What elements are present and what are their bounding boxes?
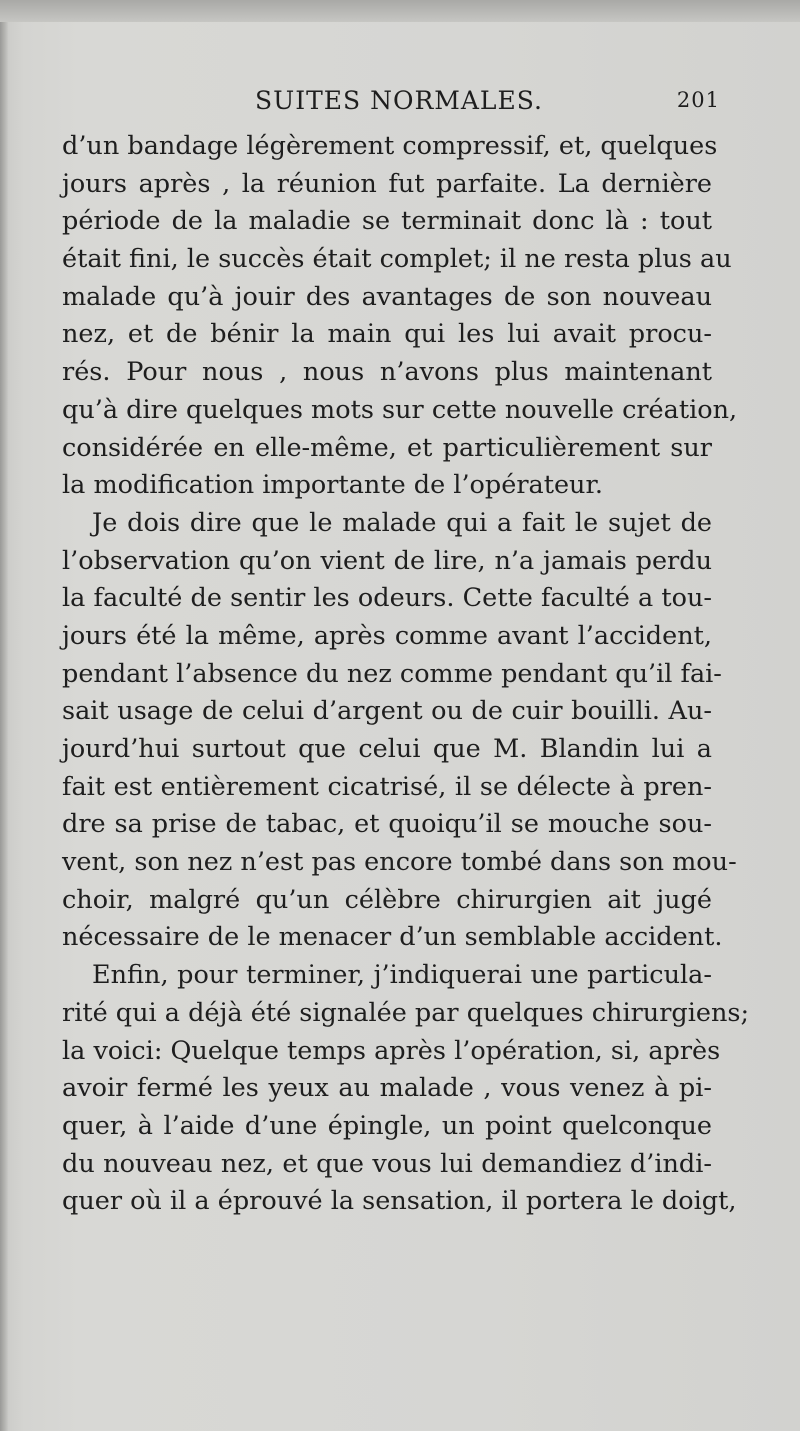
text-line: l’observation qu’on vient de lire, n’a jamais perdu [62,545,712,576]
text-line: pendant l’absence du nez comme pendant qu’il fai- [62,658,722,689]
text-line: jours après , la réunion fut parfaite. La dernière [62,168,712,199]
paragraph-first-line: Enfin, pour terminer, j’indiquerai une particula- [92,960,712,991]
text-line: qu’à dire quelques mots sur cette nouvelle création, [62,394,738,425]
text-line: vent, son nez n’est pas encore tombé dans son mou- [62,847,737,878]
text-line: dre sa prise de tabac, et quoiqu’il se mouche sou- [62,809,712,840]
text-line: rés. Pour nous , nous n’avons plus maintenant [62,357,712,388]
text-line: jours été la même, après comme avant l’accident, [62,620,712,651]
body-text [62,128,750,1221]
page-top-edge [0,0,800,22]
page-number: 201 [676,88,720,112]
text-line: d’un bandage légèrement compressif, et, quelques [62,131,718,161]
text-line: la faculté de sentir les odeurs. Cette faculté a tou- [62,583,712,614]
text-line: choir, malgré qu’un célèbre chirurgien ait jugé [62,884,712,915]
paragraph-end-line: nécessaire de le menacer d’un semblable accident. [62,922,723,953]
text-line: jourd’hui surtout que celui que M. Blandin lui a [62,734,712,764]
paragraph-first-line: Je dois dire que le malade qui a fait le sujet de [92,507,712,538]
text-line: sait usage de celui d’argent ou de cuir bouilli. Au- [62,696,712,727]
text-line: malade qu’à jouir des avantages de son nouveau [62,281,712,312]
page-binding-edge [0,0,9,1431]
text-line: quer, à l’aide d’une épingle, un point quelconque [62,1110,712,1141]
text-line: période de la maladie se terminait donc là : tout [62,206,712,237]
text-line: quer où il a éprouvé la sensation, il portera le doigt, [62,1186,737,1217]
paragraph-end-line: la modification importante de l’opérateur. [62,470,603,501]
text-line: du nouveau nez, et que vous lui demandiez d’indi- [62,1148,712,1179]
text-line: fait est entièrement cicatrisé, il se délecte à pren- [62,771,712,802]
running-head [60,86,720,122]
text-line: considérée en elle-même, et particulièrement sur [62,432,712,463]
text-line: la voici: Quelque temps après l’opération, si, après [62,1035,721,1066]
running-title: SUITES NORMALES. [255,86,543,115]
text-line: nez, et de bénir la main qui les lui avait procu- [62,319,712,350]
text-line: était fini, le succès était complet; il ne resta plus au [62,244,732,275]
text-line: rité qui a déjà été signalée par quelques chirurgiens; [62,997,750,1028]
text-line: avoir fermé les yeux au malade , vous venez à pi- [62,1073,712,1104]
